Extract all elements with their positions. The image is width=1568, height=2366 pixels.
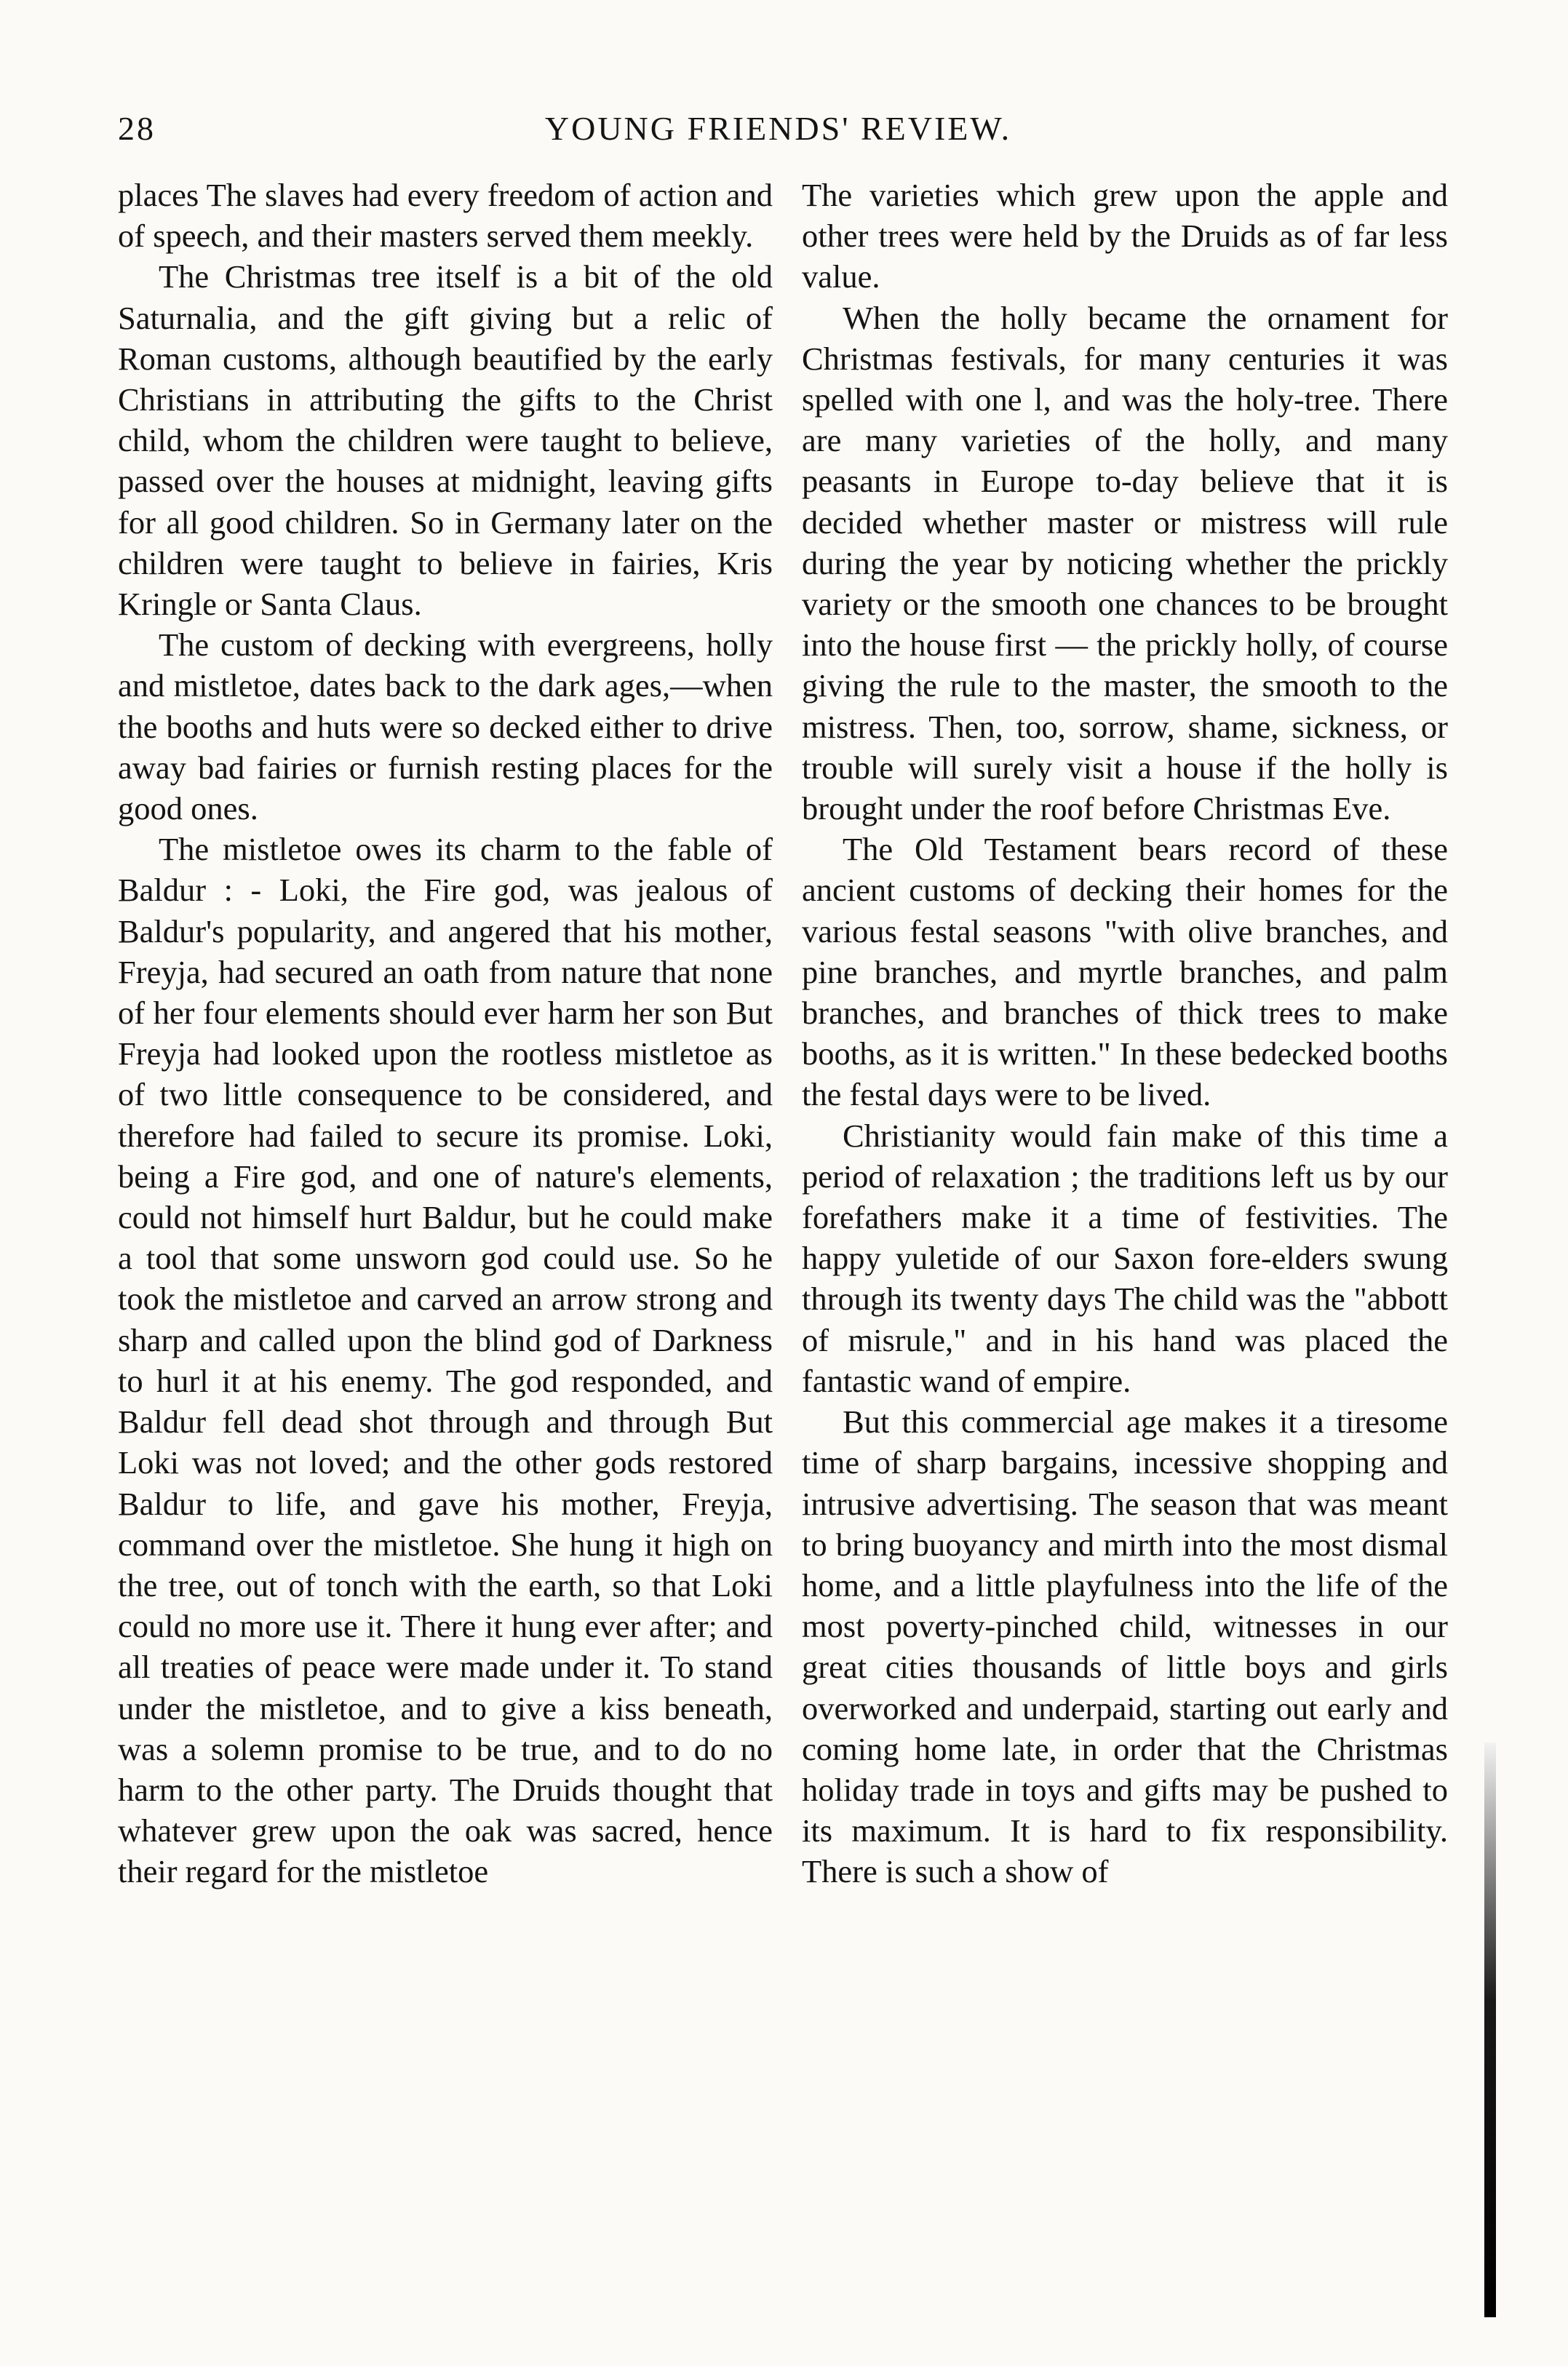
paragraph: places The slaves had every freedom of action and of speech, and their masters served them meekly. [118, 177, 773, 255]
paragraph: The mistletoe owes its charm to the fable of Baldur : - Loki, the Fire god, was jealous of Baldur's popularity, and angered that his mother, Freyja, had secured an oath from nature that none of her four elements should ever harm her son But Freyja had looked upon the rootless mistletoe as of two little consequence to be considered, and therefore had failed to secure its promise. Loki, being a Fire god, and one of nature's elements, could not himself hurt Baldur, but he could make a tool that some unsworn god could use. So he took the mistletoe and carved an arrow strong and sharp and called upon the blind god of Darkness to hurl it at his enemy. The god responded, and Baldur fell dead shot through and through But Loki was not loved; and the other gods restored Baldur to life, and gave his mother, Freyja, command over the mistletoe. She hung it high on the tree, out of tonch with the earth, so that Loki could no more use it. There it hung ever after; and all treaties of peace were made under it. To stand under the mistletoe, and to give a kiss beneath, was a solemn promise to be true, and to do no harm to the other party. The Druids thought that whatever grew upon the oak was sacred, hence their regard for the mistletoe [118, 831, 773, 1890]
paragraph: The custom of decking with evergreens, holly and mistletoe, dates back to the dark ages,—when the booths and huts were so decked either to drive away bad fairies or furnish resting places for the good ones. [118, 626, 773, 827]
paragraph: But this commercial age makes it a tiresome time of sharp bargains, incessive shopping and intrusive advertising. The season that was meant to bring buoyancy and mirth into the most dismal home, and a little playfulness into the life of the most poverty-pinched child, witnesses in our great cities thousands of little boys and girls overworked and underpaid, starting out early and coming home late, in order that the Christmas holiday trade in toys and gifts may be pushed to its maximum. It is hard to fix responsibility. There is such a show of [802, 1403, 1448, 1890]
page-number: 28 [118, 110, 156, 147]
paragraph: The varieties which grew upon the apple and other trees were held by the Druids as of far less value. [802, 177, 1448, 295]
paragraph: The Christmas tree itself is a bit of the old Saturnalia, and the gift giving but a relic of Roman customs, although beautified by the early Christians in attributing the gifts to the Christ child, whom the children were taught to believe, passed over the houses at midnight, leaving gifts for all good children. So in Germany later on the children were taught to believe in fairies, Kris Kringle or Santa Claus. [118, 258, 773, 623]
right-column [802, 175, 1448, 1892]
publication-title: YOUNG FRIENDS' REVIEW. [544, 110, 1012, 147]
scan-margin-shadow [1484, 1742, 1496, 2317]
paragraph: When the holly became the ornament for Christmas festivals, for many centuries it was spelled with one l, and was the holy-tree. There are many varieties of the holly, and many peasants in Europe to-day believe that it is decided whether master or mistress will rule during the year by noticing whether the prickly variety or the smooth one chances to be brought into the house first — the prickly holly, of course giving the rule to the master, the smooth to the mistress. Then, too, sorrow, shame, sickness, or trouble will surely visit a house if the holly is brought under the roof before Christmas Eve. [802, 299, 1448, 827]
paragraph: The Old Testament bears record of these ancient customs of decking their homes for the various festal seasons "with olive branches, and pine branches, and myrtle branches, and palm branches, and branches of thick trees to make booths, as it is written." In these bedecked booths the festal days were to be lived. [802, 831, 1448, 1113]
running-header [118, 109, 1438, 160]
paragraph: Christianity would fain make of this time a period of relaxation ; the traditions left us by our forefathers make it a time of festivities. The happy yuletide of our Saxon fore-elders swung through its twenty days The child was the "abbott of misrule," and in his hand was placed the fantastic wand of empire. [802, 1117, 1448, 1399]
left-column [118, 175, 773, 1892]
